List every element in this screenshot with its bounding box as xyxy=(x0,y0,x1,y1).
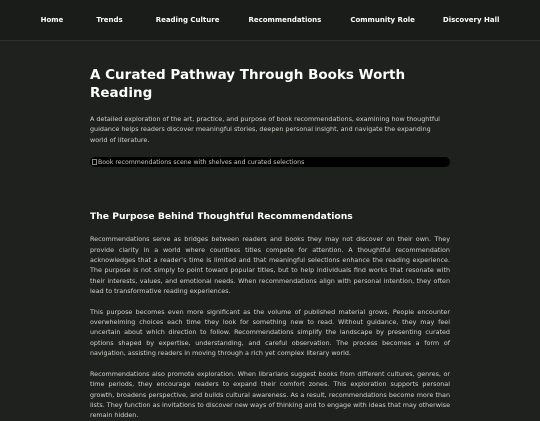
nav-recommendations-link[interactable]: Recommendations xyxy=(248,16,322,24)
top-navigation xyxy=(0,0,540,41)
page-intro: A detailed exploration of the art, practice, and purpose of book recommendations, examining how thoughtful guidance helps readers discover meaningful stories, deepen personal insight, and navigate the expanding world of literature. xyxy=(90,115,440,144)
broken-image-icon xyxy=(92,159,97,165)
nav-reading-culture-link[interactable]: Reading Culture xyxy=(155,16,220,24)
nav-discovery-hall-link[interactable]: Discovery Hall xyxy=(442,16,500,24)
hero-image xyxy=(90,157,450,167)
nav-community-role-link[interactable]: Community Role xyxy=(350,16,415,24)
section-paragraph: This purpose becomes even more significant as the volume of published material grows. People encounter overwhelming choices each time they look for something new to read. Without guidance, they may feel uncertain about which direction to follow. Recommendations simplify the landscape by presenting curated options shaped by expertise, understanding, and careful observation. The process becomes a form of navigation, assisting readers in moving through a rich yet complex literary world. xyxy=(90,307,450,358)
page-title: A Curated Pathway Through Books Worth Reading xyxy=(90,67,406,101)
hero-image-alt-text: Book recommendations scene with shelves and curated selections xyxy=(98,158,305,166)
main-content xyxy=(0,66,540,421)
section-title: The Purpose Behind Thoughtful Recommendations xyxy=(90,211,353,223)
nav-home-link[interactable]: Home xyxy=(40,16,64,24)
nav-trends-link[interactable]: Trends xyxy=(96,16,123,24)
section-paragraph: Recommendations serve as bridges between readers and books they may not discover on their own. They provide clarity in a world where countless titles compete for attention. A thoughtful recommendation acknowledges that a reader’s time is limited and that meaningful selections enhance the reading experience. The purpose is not simply to point toward popular titles, but to help individuals find works that resonate with their interests, values, and emotional needs. When recommendations align with personal intention, they often lead to transformative reading experiences. xyxy=(90,235,450,296)
section-paragraph: Recommendations also promote exploration. When librarians suggest books from different cultures, genres, or time periods, they encourage readers to expand their comfort zones. This exploration supports personal growth, broadens perspective, and builds cultural awareness. As a result, recommendations become more than lists. They function as invitations to discover new ways of thinking and to engage with ideas that may otherwise remain hidden. xyxy=(90,369,450,420)
